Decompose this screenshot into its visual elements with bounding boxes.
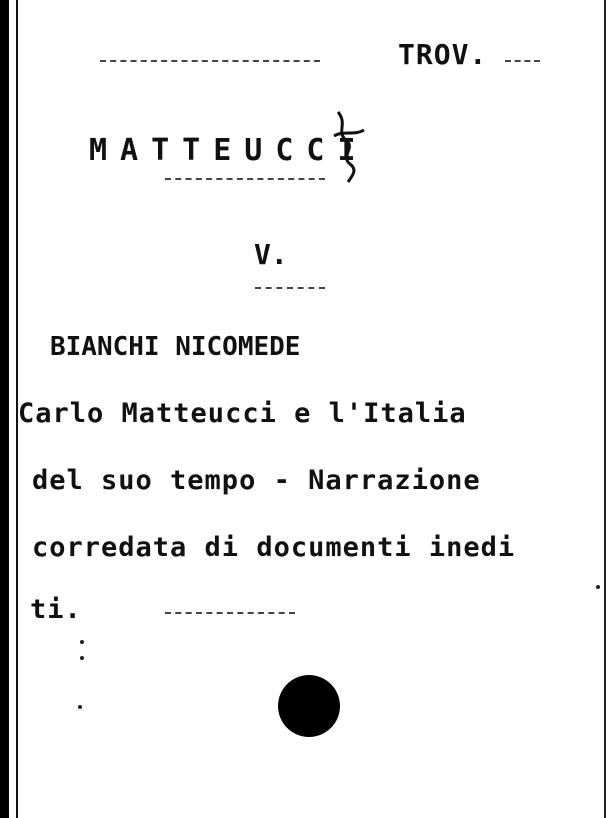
title-line: corredata di documenti inedi xyxy=(32,532,516,563)
author-name: BIANCHI NICOMEDE xyxy=(50,332,301,362)
speck xyxy=(78,705,82,709)
title-line: del suo tempo - Narrazione xyxy=(32,465,481,496)
subject-surname: MATTEUCCI xyxy=(89,133,369,168)
speck xyxy=(80,656,84,660)
call-number: TROV. xyxy=(398,38,488,71)
title-line: ti. xyxy=(30,594,82,625)
title-line: Carlo Matteucci e l'Italia xyxy=(18,398,467,429)
guide-line xyxy=(165,612,295,616)
punch-hole xyxy=(278,675,340,737)
guide-line xyxy=(165,178,325,182)
guide-line xyxy=(505,60,540,64)
card-right-edge xyxy=(604,0,606,818)
guide-line xyxy=(100,60,320,64)
card-left-edge xyxy=(0,0,9,818)
speck xyxy=(80,640,84,644)
handwritten-correction-mark xyxy=(330,106,370,184)
guide-line xyxy=(255,287,325,291)
speck xyxy=(596,585,600,589)
relation-marker: V. xyxy=(254,238,288,271)
